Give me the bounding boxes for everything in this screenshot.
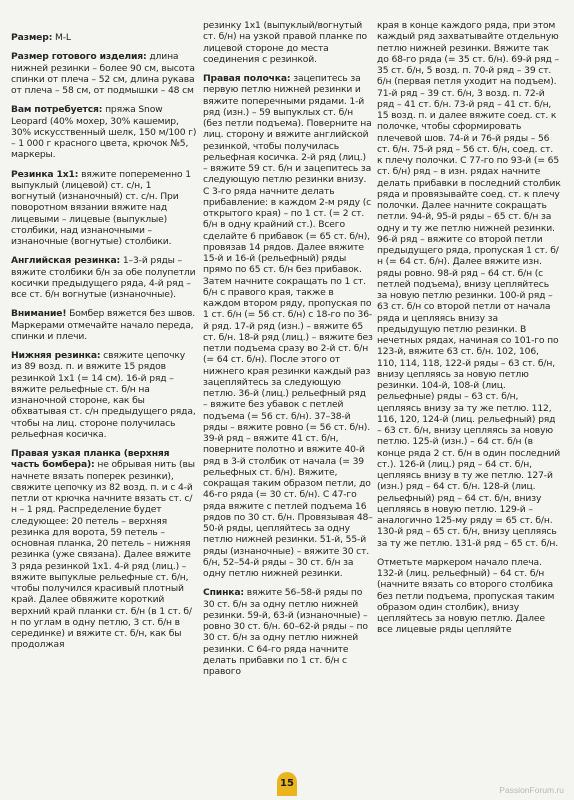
paragraph [377,557,561,636]
text-column-1 [11,32,197,659]
paragraph-text: Бомбер вяжется без швов. Маркерами отмечайте начало переда, спинки и плечи. [11,308,196,342]
paragraph-text: длина нижней резинки – более 90 см, высота спинки от плеча – 52 см, длина рукава от плеча – 58 см, от подмышки – 48 см [11,51,195,96]
paragraph [11,104,197,160]
section-heading: Внимание! [11,308,67,320]
paragraph-text: резинку 1х1 (выпуклый/вогнутый ст. б/н) на узкой правой планке по лицевой стороне до места соединения с резинкой. [203,20,368,65]
paragraph-text: 1–3-й ряды – вяжите столбики б/н за обе полупетли косички предыдущего ряда, 4-й ряд – все ст. б/н вогнутые (изнаночные). [11,255,196,300]
section-heading: Размер готового изделия: [11,51,147,63]
paragraph [203,20,373,65]
paragraph-text: Отметьте маркером начало плеча. 132-й (лиц. рельефный) – 64 ст. б/н (начните вязать со второго столбика без петли подъема, пропуская таким образом один столбик), внизу цепляйтесь за новую петлю. Далее все лицевые ряды цепляйте [377,556,555,636]
paragraph [203,587,373,677]
paragraph [11,169,197,248]
section-heading: Спинка: [203,587,244,599]
paragraph-text: края в конце каждого ряда, при этом каждый ряд захватывайте отдельную петлю нижней резинки. Вяжите так до 68-го ряда (= 35 ст. б/н). 69-й ряд – 35 ст. б/н, 5 возд. п. 70-й ряд – 39 ст. б/н (первая петля уходит на подъем). 71-й ряд – 39 ст. б/н, 3 возд. п. 72-й ряд – 41 ст. б/н. 73-й ряд – 41 ст. б/н, 15 возд. п. и далее вяжите соед. ст. к полочке, чтобы сформировать плечевой шов. 74-й и 76-й ряды – 56 ст. б/н. 75-й ряд – 56 ст. б/н, соед. ст. к плечу полочки. С 77-го по 93-й (= 65 ст. б/н) ряд – в изн. рядах начните делать прибавки в последний столбик ряда и провязывайте соед. ст. к плечу полочки. Далее начните сокращать петли. 94-й, 95-й ряды – 65 ст. б/н за одну и ту же петлю нижней резинки. 96-й ряд – вяжите со второй петли предыдущего ряда, пропуская 1 ст. б/н (= 64 ст. б/н). Далее вяжите изн. ряды ровно. 98-й ряд – 64 ст. б/н (с петлей подъема), внизу цепляйтесь за новую петлю резинки. 100-й ряд – 63 ст. б/н со второй петли от начала ряда и цепляясь внизу за предыдущую петлю резинки. В нечетных рядах, начиная со 101-го по 123-й, вяжите 63 ст. б/н. 102, 106, 110, 114, 118, 122-й ряды – 63 ст. б/н, внизу цепляясь за новую петлю резинки. 104-й, 108-й (лиц. рельефные) ряды – 63 ст. б/н, цепляясь внизу за ту же петлю. 112, 116, 120, 124-й (лиц. рельефный) ряд – 63 ст. б/н, внизу цепляясь за новую петлю. 125-й (изн.) – 64 ст. б/н (в конце ряда 2 ст. б/н в один последний ст.). 126-й (лиц.) ряд – 64 ст. б/н, цепляясь внизу в ту же петлю. 127-й (изн.) ряд – 64 ст. б/н. 128-й (лиц. рельефный) ряд – 64 ст. б/н, внизу цепляясь в новую петлю. 129-й – аналогично 125-му ряду = 65 ст. б/н. 130-й ряд – 65 ст. б/н, внизу цепляясь за ту же петлю. 131-й ряд – 65 ст. б/н. [377,20,561,549]
paragraph-text: свяжите цепочку из 89 возд. п. и вяжите 15 рядов резинкой 1х1 (= 14 см). 16-й ряд – вяжите рельефные ст. б/н на изнаночной стороне, как бы обхватывая ст. с/н предыдущего ряда, чтобы на лиц. стороне получилась рельефная косичка. [11,350,196,440]
section-heading: Размер: [11,32,53,43]
text-column-2 [203,20,373,685]
paragraph [377,20,561,549]
paragraph [11,255,197,300]
paragraph-text: зацепитесь за первую петлю нижней резинки и вяжите поперечными рядами. 1-й ряд (изн.) – 59 выпуклых ст. б/н (без петли подъема). Поверните на лиц. сторону и вяжите английской резинкой, чтобы получилась рельефная косичка. 2-й ряд (лиц.) – вяжите 59 ст. б/н и зацепитесь за следующую петлю резинки внизу. С 3-го ряда начните делать прибавление: в каждом 2-м ряду (с открытого края) – по 1 ст. (= 2 ст. б/н в одну крайний ст.). Всего сделайте 6 прибавок (= 65 ст. б/н), провязав 14 рядов. Далее вяжите 15-й и 16-й (рельефный) ряды прямо по 65 ст. б/н без прибавок. Затем начните сокращать по 1 ст. б/н с правого края, также в каждом втором ряду, пропуская по 1 ст. б/н (= 56 ст. б/н) с 18-го по 36-й ряд. 17-й ряд (изн.) – вяжите 65 ст. б/н. 18-й ряд (лиц.) – вяжите без петли подъема сразу во 2-й ст. б/н (= 64 ст. б/н). После этого от нижнего края резинки каждый раз зацепляйтесь за следующую петлю. 36-й (лиц.) рельефный ряд – вяжите без убавок с петлей подъема (= 56 ст. б/н). 37–38-й ряды – вяжите ровно (= 56 ст. б/н). 39-й ряд – вяжите 41 ст. б/н, поверните полотно и вяжите 40-й ряд в 3-й столбик от начала (= 39 рельефных ст. б/н). Вяжите, сокращая таким образом петли, до 46-го ряда (= 30 ст. б/н). С 47-го ряда вяжите с петлей подъема 16 рядов по 30 ст. б/н. Провязывая 48–50-й ряды, цепляйтесь за одну петлю нижней резинки. 51-й, 55-й ряды (изнаночные) – вяжите 30 ст. б/н, 52–54-й ряды – 30 ст. б/н за одну петлю нижней резинки. [203,73,373,579]
paragraph-text: пряжа Snow Leopard (40% мохер, 30% кашемир, 30% искусственный шелк, 150 м/100 г) – 1 000 г красного цвета, крючок №5, маркеры. [11,104,197,161]
section-heading: Английская резинка: [11,255,121,267]
paragraph-text: вяжите попеременно 1 выпуклый (лицевой) ст. с/н, 1 вогнутый (изнаночный) ст. с/н. При поворотном вязании вяжите над лицевыми – лицевые (выпуклые) столбики, над изнаночными – изнаночные (вогнутые) столбики. [11,168,191,247]
section-heading: Резинка 1х1: [11,168,79,180]
paragraph-text: не обрывая нить (вы начнете вязать поперек резинки), свяжите цепочку из 82 возд. п. и с 4-й петли от крючка начните вязать ст. с/н – 1 ряд. Распределение будет следующее: 20 петель – верхняя резинка для ворота, 59 петель – основная планка, 20 петель – нижняя резинка (уже связана). Далее вяжите 3 ряда резинкой 1х1. 4-й ряд (лиц.) – вяжите выпуклые рельефные ст. б/н, чтобы получился красивый плотный край. Далее обвяжите короткий верхний край планки ст. б/н (в 1 ст. б/н по углам в одну петлю, 3 ст. б/н в серединке) и вяжите ст. б/н, как бы продолжая [11,459,195,651]
paragraph [11,32,197,43]
paragraph-text: M-L [52,32,71,43]
paragraph [11,308,197,342]
section-heading: Правая полочка: [203,73,291,84]
paragraph [11,448,197,651]
page-number: 15 [277,772,297,796]
text-column-3 [377,20,561,644]
section-heading: Нижняя резинка: [11,350,101,361]
paragraph [11,51,197,96]
section-heading: Вам потребуется: [11,104,103,116]
section-heading: Правая узкая планка (верхняя часть бомбера): [11,448,170,471]
watermark: PassionForum.ru [499,785,564,795]
paragraph [11,350,197,440]
paragraph [203,73,373,579]
paragraph-text: вяжите 56–58-й ряды по 30 ст. б/н за одну петлю нижней резинки. 59-й, 63-й (изнаночные) – ровно 30 ст. б/н. 60–62-й ряды – по 30 ст. б/н за одну петлю нижней резинки. С 64-го ряда начните делать прибавки по 1 ст. б/н с правого [203,587,368,677]
